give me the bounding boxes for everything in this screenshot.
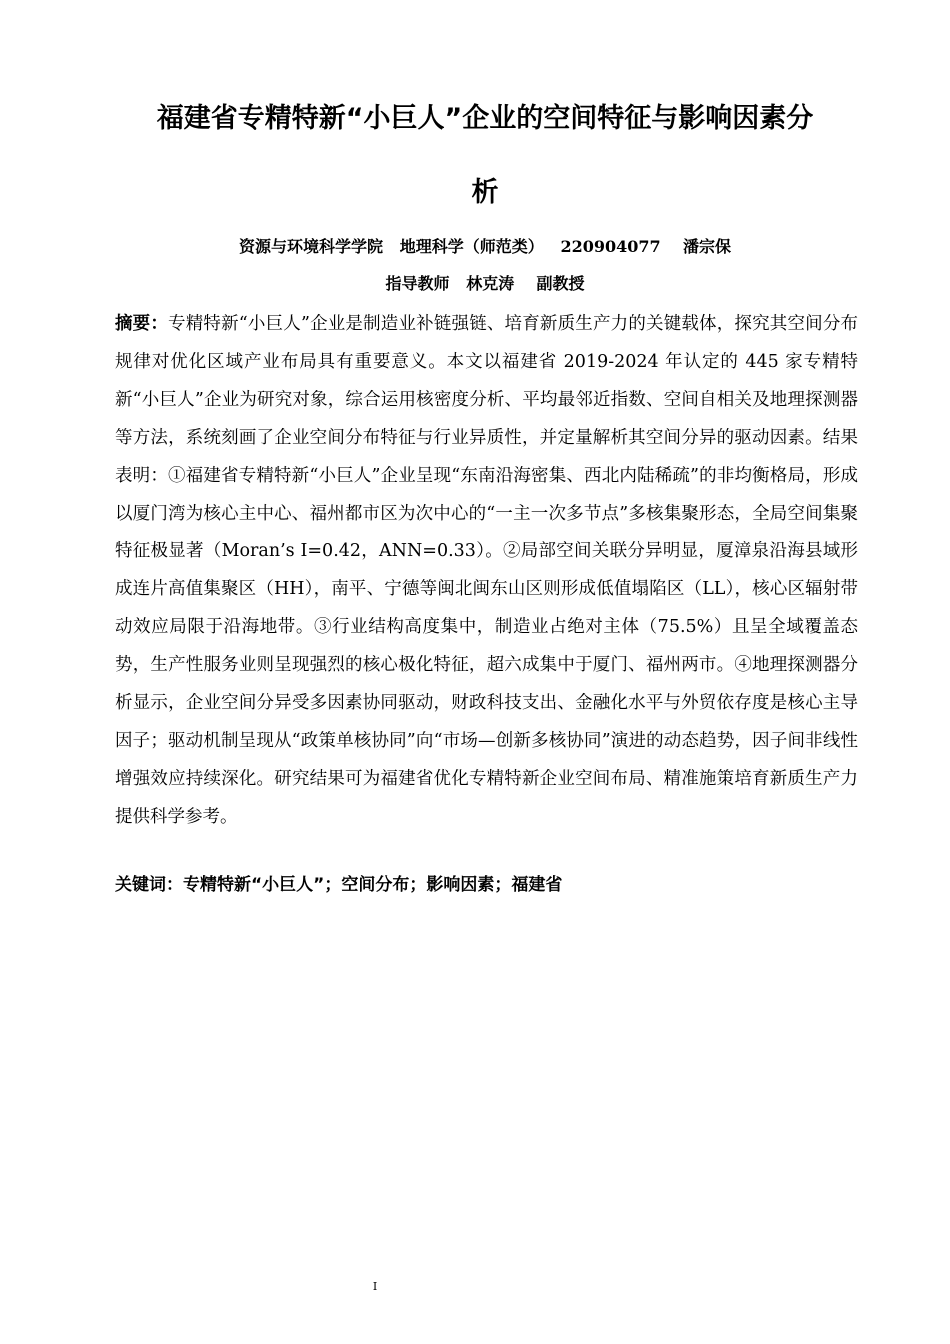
page-number: I bbox=[372, 1280, 378, 1293]
paper-title-line-2: 析 bbox=[471, 177, 499, 208]
author-info: 资源与环境科学学院 地理科学（师范类） 220904077 潘宗保 bbox=[239, 237, 731, 256]
abstract-label: 摘要： bbox=[115, 314, 169, 334]
abstract bbox=[115, 306, 858, 837]
paper-title-line-1: 福建省专精特新“小巨人”企业的空间特征与影响因素分 bbox=[156, 103, 814, 134]
advisor-info: 指导教师 林克涛 副教授 bbox=[385, 274, 585, 293]
keywords: 关键词：专精特新“小巨人”；空间分布；影响因素；福建省 bbox=[115, 875, 563, 895]
abstract-text: 专精特新“小巨人”企业是制造业补链强链、培育新质生产力的关键载体，探究其空间分布规律对优化区域产业布局具有重要意义。本文以福建省 2019-2024 年认定的 445 家专精特新“小巨人”企业为研究对象，综合运用核密度分析、平均最邻近指数、空间自相关及地理探测器等方法，系统刻画了企业空间分布特征与行业异质性，并定量解析其空间分异的驱动因素。结果表明：①福建省专精特新“小巨人”企业呈现“东南沿海密集、西北内陆稀疏”的非均衡格局，形成以厦门湾为核心主中心、福州都市区为次中心的“一主一次多节点”多核集聚形态，全局空间集聚特征极显著（Moran’s I=0.42，ANN=0.33）。②局部空间关联分异明显，厦漳泉沿海县域形成连片高值集聚区（HH），南平、宁德等闽北闽东山区则形成低值塌陷区（LL），核心区辐射带动效应局限于沿海地带。③行业结构高度集中，制造业占绝对主体（75.5%）且呈全域覆盖态势，生产性服务业则呈现强烈的核心极化特征，超六成集中于厦门、福州两市。④地理探测器分析显示，企业空间分异受多因素协同驱动，财政科技支出、金融化水平与外贸依存度是核心主导因子；驱动机制呈现从“政策单核协同”向“市场—创新多核协同”演进的动态趋势，因子间非线性增强效应持续深化。研究结果可为福建省优化专精特新企业空间布局、精准施策培育新质生产力提供科学参考。 bbox=[115, 314, 859, 827]
